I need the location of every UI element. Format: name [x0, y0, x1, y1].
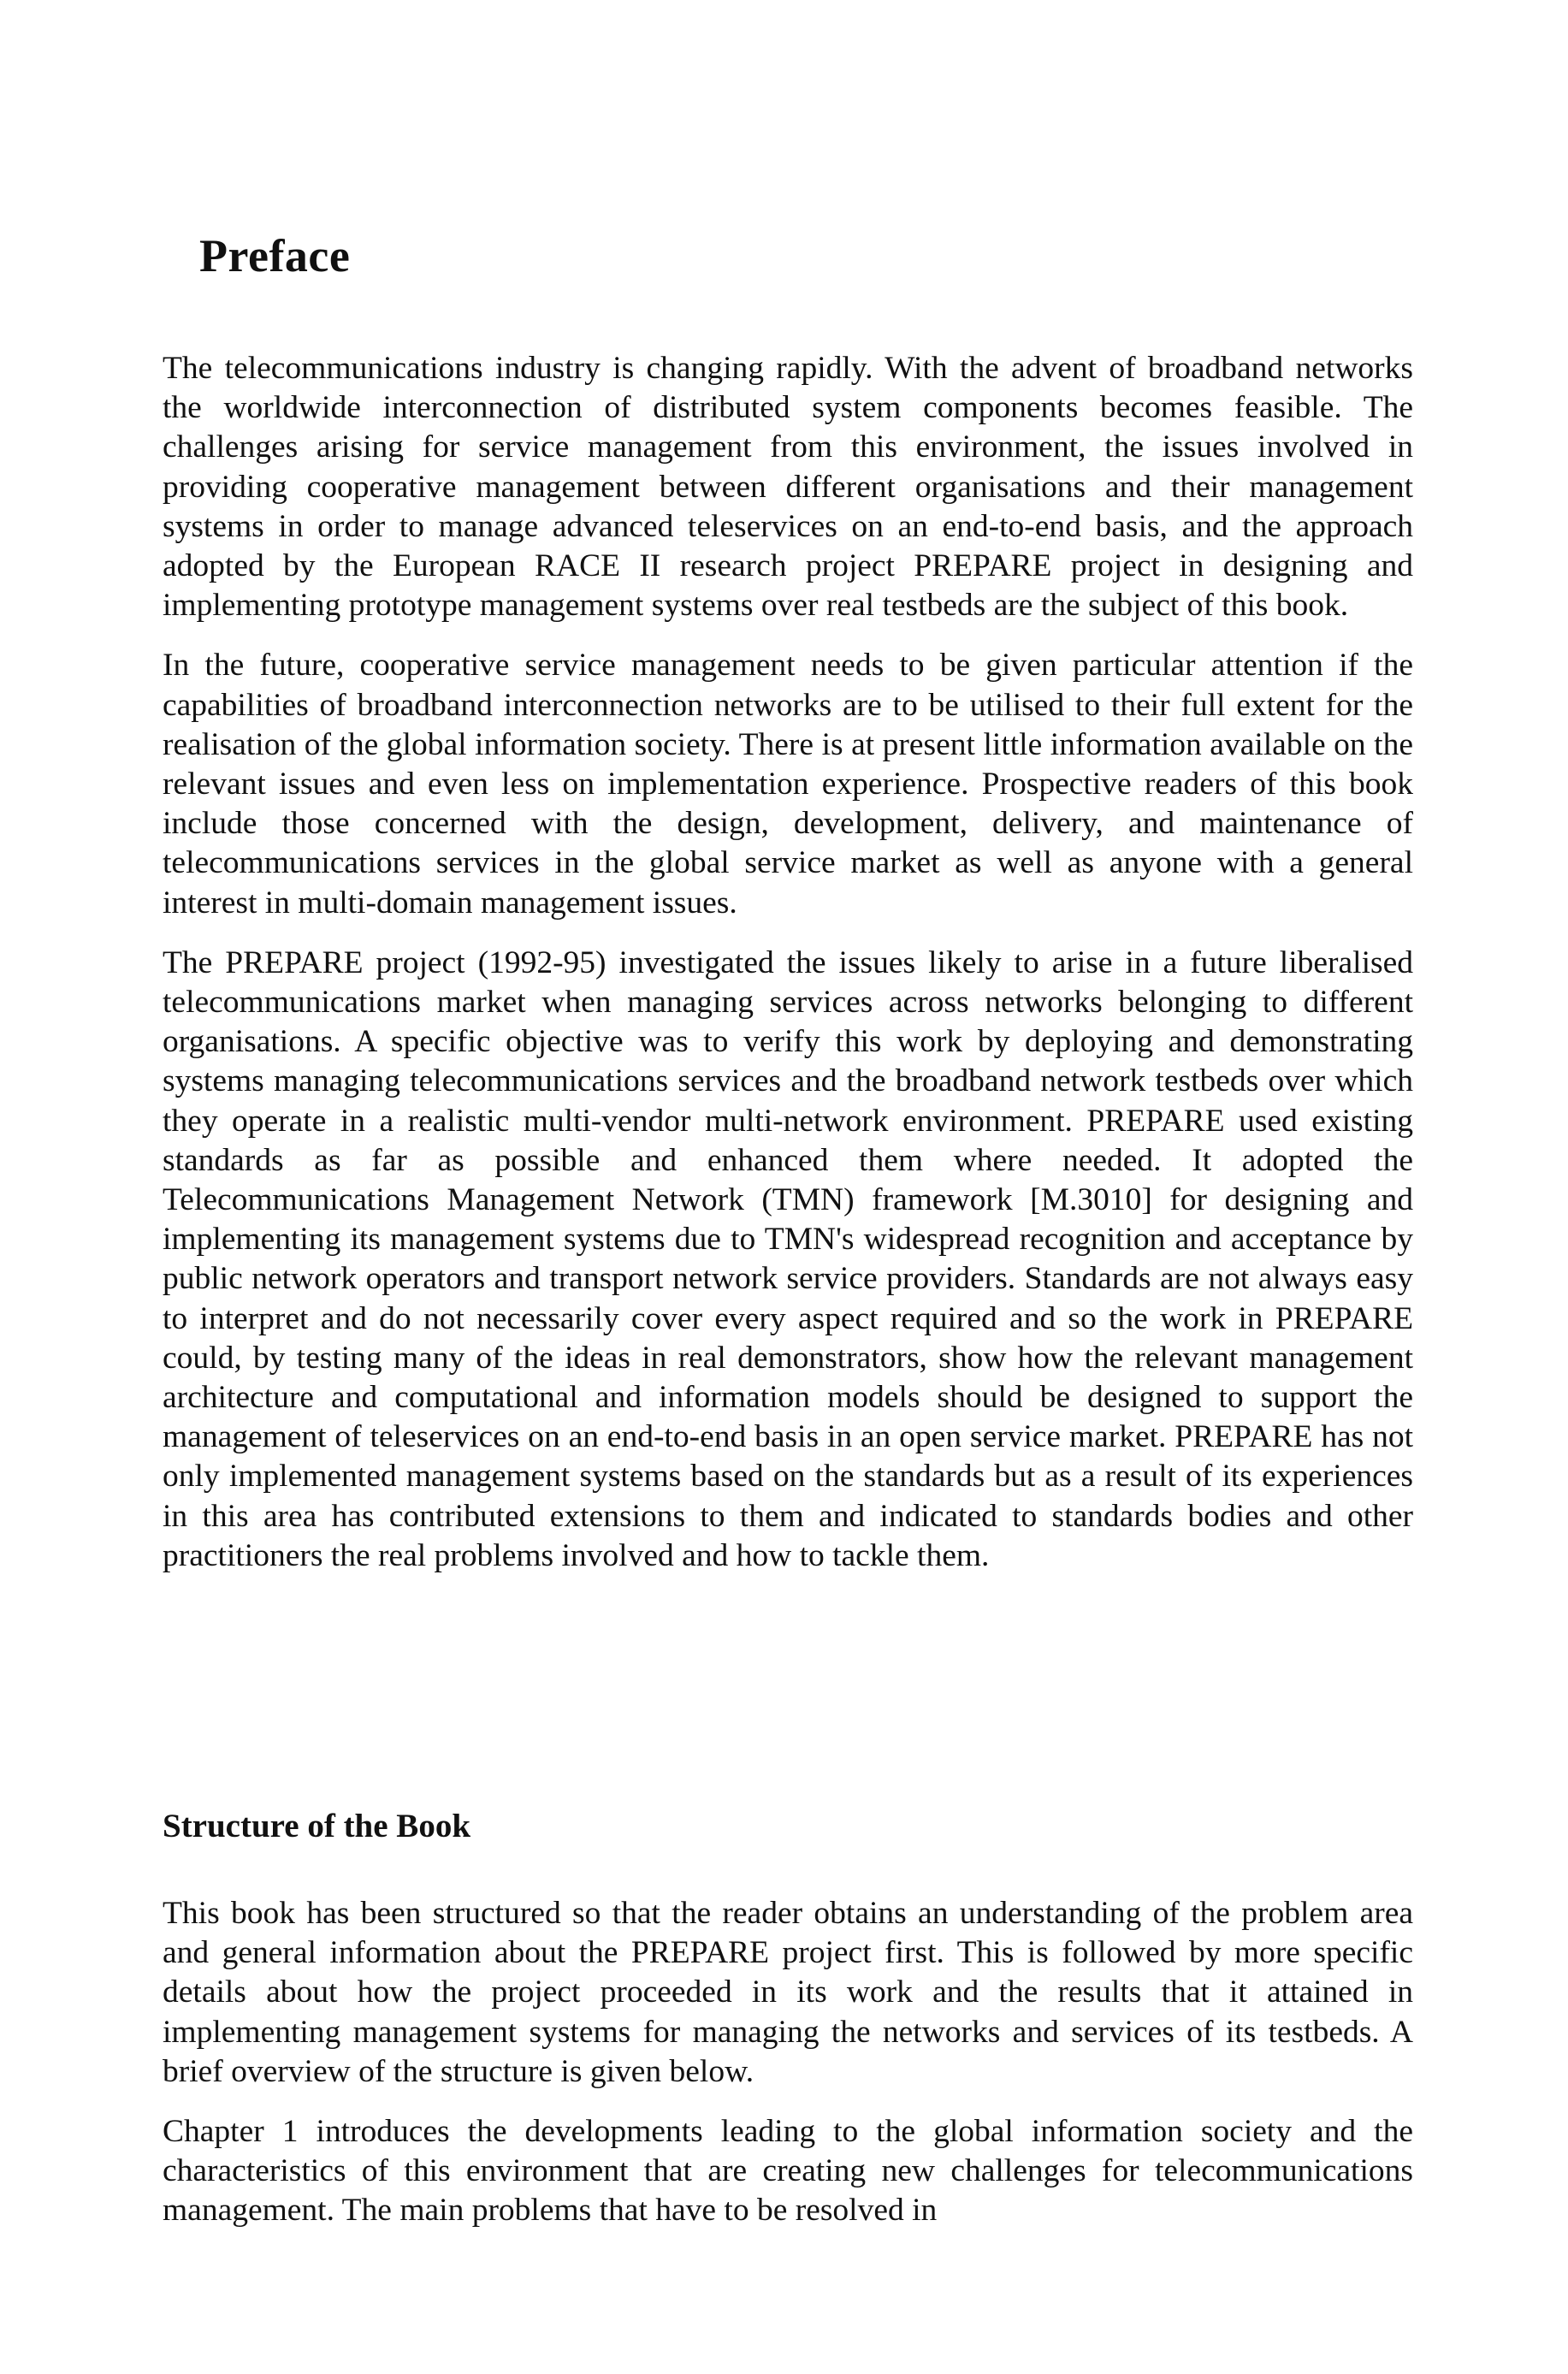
preface-paragraph-3: The PREPARE project (1992-95) investigated the issues likely to arise in a future liberalised telecommunications market when managing services across networks belonging to different organisations. A specific objective was to verify this work by deploying and demonstrating systems managing telecommunications services and the broadband network testbeds over which they operate in a realistic multi-vendor multi-network environment. PREPARE used existing standards as far as possible and enhanced them where needed. It adopted the Telecommunications Management Network (TMN) framework [M.3010] for designing and implementing its management systems due to TMN's widespread recognition and acceptance by public network operators and transport network service providers. Standards are not always easy to interpret and do not necessarily cover every aspect required and so the work in PREPARE could, by testing many of the ideas in real demonstrators, show how the relevant management architecture and computational and information models should be designed to support the management of teleservices on an end-to-end basis in an open service market. PREPARE has not only implemented management systems based on the standards but as a result of its experiences in this area has contributed extensions to them and indicated to standards bodies and other practitioners the real problems involved and how to tackle them.: [163, 944, 1413, 1573]
structure-paragraph-1: This book has been structured so that the reader obtains an understanding of the problem area and general information about the PREPARE project first. This is followed by more specific details about how the project proceeded in its work and the results that it attained in implementing management systems for managing the networks and services of its testbeds. A brief overview of the structure is given below.: [163, 1896, 1413, 2089]
preface-paragraph-1: The telecommunications industry is changing rapidly. With the advent of broadband networks the worldwide interconnection of distributed system components becomes feasible. The challenges arising for service management from this environment, the issues involved in providing cooperative management between different organisations and their management systems in order to manage advanced teleservices on an end-to-end basis, and the approach adopted by the European RACE II research project PREPARE project in designing and implementing prototype management systems over real testbeds are the subject of this book.: [163, 351, 1413, 624]
preface-heading: Preface: [199, 230, 351, 281]
structure-heading: Structure of the Book: [163, 1808, 471, 1844]
structure-body: [163, 1894, 1413, 2231]
structure-paragraph-2: Chapter 1 introduces the developments leading to the global information society and the characteristics of this environment that are creating new challenges for telecommunications management. The main problems that have to be resolved in: [163, 2114, 1413, 2229]
preface-body: [163, 349, 1413, 1576]
preface-paragraph-2: In the future, cooperative service management needs to be given particular attention if the capabilities of broadband interconnection networks are to be utilised to their full extent for the realisation of the global information society. There is at present little information available on the relevant issues and even less on implementation experience. Prospective readers of this book include those concerned with the design, development, delivery, and maintenance of telecommunications services in the global service market as well as anyone with a general interest in multi-domain management issues.: [163, 648, 1413, 921]
